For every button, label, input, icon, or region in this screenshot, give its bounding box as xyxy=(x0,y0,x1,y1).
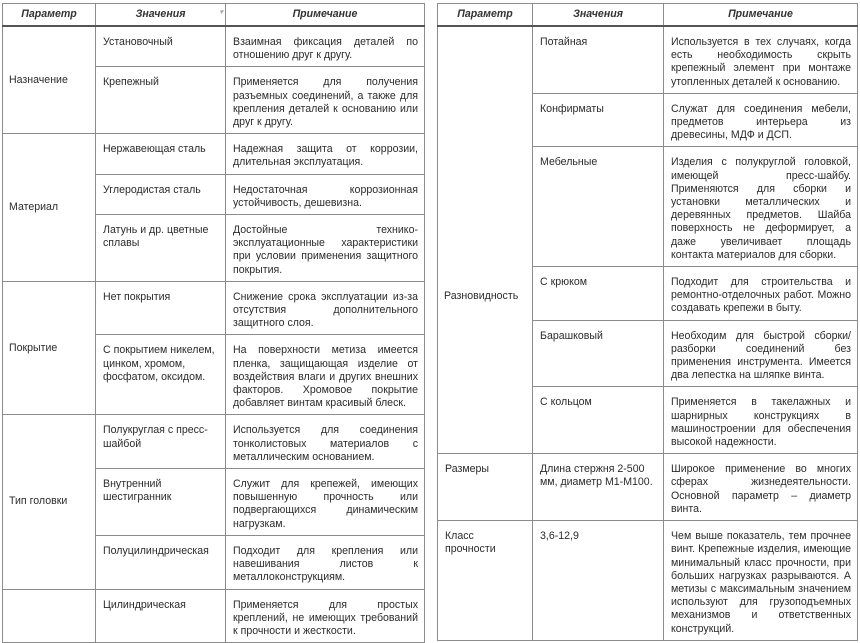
param-size: Размеры xyxy=(438,454,533,521)
value-cell: Конфирматы xyxy=(533,93,664,147)
value-cell: Цилиндрическая xyxy=(96,589,226,643)
table-row xyxy=(3,281,425,335)
param-coating: Покрытие xyxy=(3,281,96,415)
header-values: Значения xyxy=(533,4,664,27)
value-cell: Мебельные xyxy=(533,147,664,267)
header-note: Примечание xyxy=(226,4,425,27)
note-cell: Применяется в такелажных и шарнирных конструкциях в машиностроении для обеспечения высокой надежности. xyxy=(664,387,858,454)
param-purpose: Назначение xyxy=(3,26,96,134)
value-cell: С покрытием никелем, цинком, хромом, фосфатом, оксидом. xyxy=(96,335,226,415)
header-row xyxy=(3,4,425,27)
note-cell: На поверхности метиза имеется пленка, защищающая изделие от воздействия влаги и других внешних факторов. Хромовое покрытие добавляет винтам красивый блеск. xyxy=(226,335,425,415)
header-param: Параметр xyxy=(3,4,96,27)
note-cell: Изделия с полукруглой головкой, имеющей пресс-шайбу. Применяются для сборки и установки металлических и деревянных предметов. Шайба поверхность не деформирует, а даже увеличивает площадь контакта материалов для сборки. xyxy=(664,147,858,267)
note-cell: Чем выше показатель, тем прочнее винт. Крепежные изделия, имеющие минимальный класс прочности, при больших нагрузках разрываются. А метизы с максимальным значением используют для грузоподъемных механизмов и ответственных конструкций. xyxy=(664,521,858,641)
table-row xyxy=(438,521,858,641)
note-cell: Взаимная фиксация деталей по отношению друг к другу. xyxy=(226,26,425,67)
param-variety xyxy=(438,26,533,454)
left-parameters-table xyxy=(2,3,425,643)
value-cell: С крюком xyxy=(533,267,664,321)
note-cell: Применяется для простых креплений, не имеющих требований к прочности и жесткости. xyxy=(226,589,425,643)
table-row xyxy=(438,26,858,93)
value-cell: Установочный xyxy=(96,26,226,67)
header-param: Параметр xyxy=(438,4,533,27)
table-row xyxy=(3,26,425,67)
note-cell: Широкое применение во многих сферах жизнедеятельности. Основной параметр – диаметр винта. xyxy=(664,454,858,521)
note-cell: Снижение срока эксплуатации из-за отсутствия дополнительного защитного слоя. xyxy=(226,281,425,335)
dropdown-icon[interactable]: ▾ xyxy=(219,9,223,16)
value-cell: Длина стержня 2-500 мм, диаметр М1-М100. xyxy=(533,454,664,521)
value-cell: Углеродистая сталь xyxy=(96,174,226,214)
value-cell: 3,6-12,9 xyxy=(533,521,664,641)
header-note: Примечание xyxy=(664,4,858,27)
header-values: Значения ▾ xyxy=(96,4,226,27)
value-cell: С кольцом xyxy=(533,387,664,454)
param-head-type: Тип головки xyxy=(3,415,96,589)
note-cell: Подходит для крепления или навешивания листов к металлоконструкциям. xyxy=(226,535,425,589)
note-cell: Используется в тех случаях, когда есть необходимость скрыть крепежный элемент при монтаже утопленных деталей к основанию. xyxy=(664,26,858,93)
value-cell: Полуцилиндрическая xyxy=(96,535,226,589)
note-cell: Недостаточная коррозионная устойчивость, дешевизна. xyxy=(226,174,425,214)
note-cell: Подходит для строительства и ремонтно-отделочных работ. Можно создавать крепежи в быту. xyxy=(664,267,858,321)
value-cell: Латунь и др. цветные сплавы xyxy=(96,215,226,282)
table-row xyxy=(3,589,425,643)
note-cell: Достойные технико-эксплуатационные характеристики при условии применения защитного покрытия. xyxy=(226,215,425,282)
value-cell: Внутренний шестигранник xyxy=(96,469,226,536)
table-row xyxy=(438,454,858,521)
value-cell: Полукруглая с пресс-шайбой xyxy=(96,415,226,469)
note-cell: Служит для крепежей, имеющих повышенную прочность или подвергающихся динамическим нагрузкам. xyxy=(226,469,425,536)
table-row xyxy=(3,415,425,469)
value-cell: Нержавеющая сталь xyxy=(96,134,226,174)
right-parameters-table xyxy=(437,3,858,641)
empty-param-cell xyxy=(3,589,96,643)
param-material: Материал xyxy=(3,134,96,282)
value-cell: Нет покрытия xyxy=(96,281,226,335)
value-cell: Крепежный xyxy=(96,67,226,134)
param-variety-label: Разновидность xyxy=(444,290,519,303)
note-cell: Применяется для получения разъемных соединений, а также для крепления деталей к основанию или друг к другу. xyxy=(226,67,425,134)
value-cell: Потайная xyxy=(533,26,664,93)
note-cell: Используется для соединения тонколистовых материалов с металлическим основанием. xyxy=(226,415,425,469)
note-cell: Необходим для быстрой сборки/разборки соединений без применения инструмента. Имеется два лепестка на шляпке винта. xyxy=(664,320,858,387)
note-cell: Служат для соединения мебели, предметов интерьера из древесины, МДФ и ДСП. xyxy=(664,93,858,147)
header-row xyxy=(438,4,858,27)
value-cell: Барашковый xyxy=(533,320,664,387)
note-cell: Надежная защита от коррозии, длительная эксплуатация. xyxy=(226,134,425,174)
table-row xyxy=(3,134,425,174)
param-strength-class: Класс прочности xyxy=(438,521,533,641)
